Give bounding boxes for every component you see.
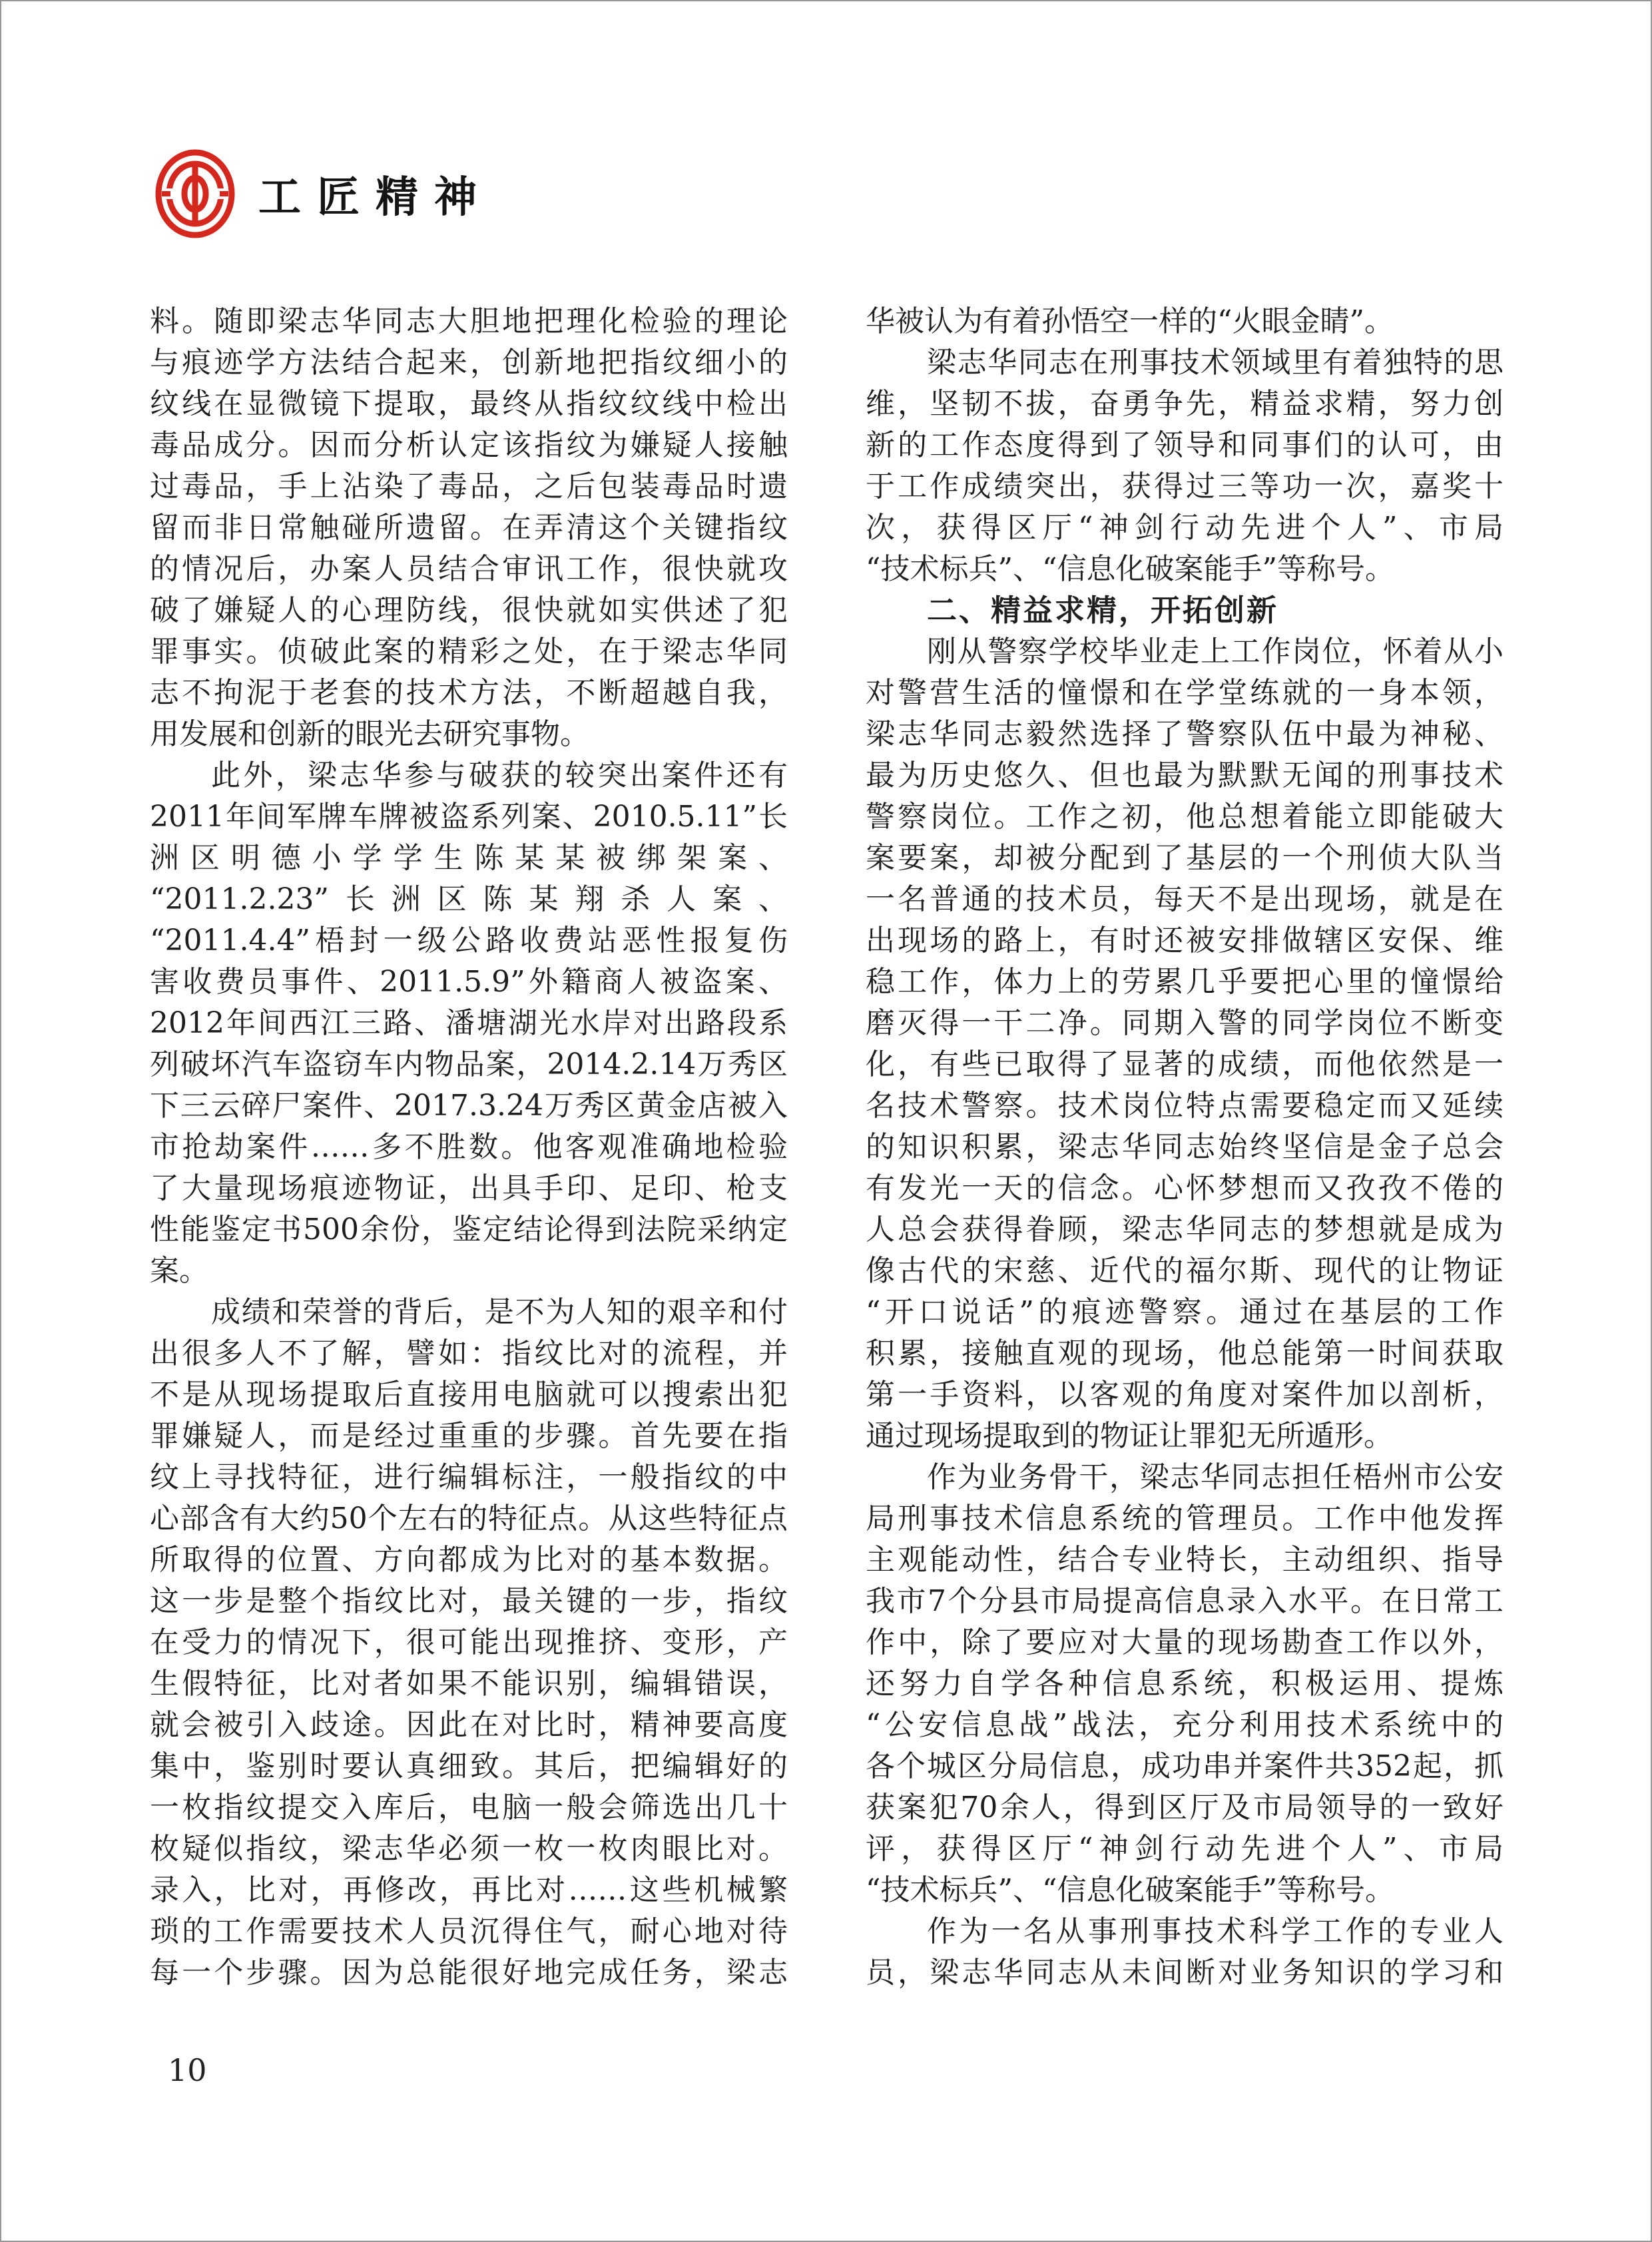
text-line: “技术标兵”、“信息化破案能手”等称号。 xyxy=(866,1873,1394,1907)
text-line: 这一步是整个指纹比对，最关键的一步，指纹 xyxy=(150,1584,788,1618)
text-line: 主观能动性，结合专业特长，主动组织、指导 xyxy=(866,1543,1504,1577)
text-line: 集中，鉴别时要认真细致。其后，把编辑好的 xyxy=(150,1749,788,1783)
text-line: 洲区明德小学学生陈某某被绑架案、 xyxy=(150,841,788,875)
text-line: 案。 xyxy=(150,1254,208,1288)
text-line: 留而非日常触碰所遗留。在弄清这个关键指纹 xyxy=(150,511,788,545)
text-line: “公安信息战”战法，充分利用技术系统中的 xyxy=(866,1708,1504,1742)
text-line: 梁志华同志毅然选择了警察队伍中最为神秘、 xyxy=(866,717,1504,751)
text-line: 了大量现场痕迹物证，出具手印、足印、枪支 xyxy=(150,1171,788,1205)
text-line: 于工作成绩突出，获得过三等功一次，嘉奖十 xyxy=(866,469,1504,503)
text-line: 通过现场提取到的物证让罪犯无所遁形。 xyxy=(866,1419,1393,1453)
text-line: 警察岗位。工作之初，他总想着能立即能破大 xyxy=(866,800,1504,834)
text-line: 枚疑似指纹，梁志华必须一枚一枚肉眼比对。 xyxy=(150,1832,788,1866)
text-line: 梁志华同志在刑事技术领域里有着独特的思 xyxy=(927,346,1504,380)
text-line: 不是从现场提取后直接用电脑就可以搜索出犯 xyxy=(150,1378,788,1412)
left-text-column xyxy=(150,301,788,1994)
text-line: 我市7个分县市局提高信息录入水平。在日常工 xyxy=(866,1584,1504,1618)
text-line: 作中，除了要应对大量的现场勘查工作以外， xyxy=(866,1625,1504,1659)
text-line: 华被认为有着孙悟空一样的“火眼金睛”。 xyxy=(866,304,1394,338)
trade-union-emblem-icon xyxy=(154,149,236,238)
text-line: 还努力自学各种信息系统，积极运用、提炼 xyxy=(866,1667,1504,1701)
page-number: 10 xyxy=(168,2052,207,2088)
text-line: 化，有些已取得了显著的成绩，而他依然是一 xyxy=(866,1047,1504,1081)
text-line: “开口说话”的痕迹警察。通过在基层的工作 xyxy=(866,1295,1504,1329)
text-line: 2011年间军牌车牌被盗系列案、2010.5.11”长 xyxy=(150,800,788,834)
text-line: 与痕迹学方法结合起来，创新地把指纹细小的 xyxy=(150,346,788,380)
right-text-column xyxy=(866,301,1504,1994)
text-line: 维，坚韧不拔，奋勇争先，精益求精，努力创 xyxy=(866,387,1504,421)
text-line: “2011.2.23”长洲区陈某翔杀人案、 xyxy=(150,882,788,916)
text-line: 罪事实。侦破此案的精彩之处，在于梁志华同 xyxy=(150,635,788,669)
text-line: 毒品成分。因而分析认定该指纹为嫌疑人接触 xyxy=(150,428,788,462)
text-line: 稳工作，体力上的劳累几乎要把心里的憧憬给 xyxy=(866,965,1504,999)
text-line: 列破坏汽车盗窃车内物品案，2014.2.14万秀区 xyxy=(150,1047,788,1081)
text-line: 作为一名从事刑事技术科学工作的专业人 xyxy=(927,1914,1504,1948)
text-line: 2012年间西江三路、潘塘湖光水岸对出路段系 xyxy=(150,1006,788,1040)
text-line: 下三云碎尸案件、2017.3.24万秀区黄金店被入 xyxy=(150,1089,788,1123)
text-line: 一枚指纹提交入库后，电脑一般会筛选出几十 xyxy=(150,1791,788,1824)
text-line: 出很多人不了解，譬如：指纹比对的流程，并 xyxy=(150,1336,788,1370)
text-line: 破了嫌疑人的心理防线，很快就如实供述了犯 xyxy=(150,593,788,627)
text-line: 人总会获得眷顾，梁志华同志的梦想就是成为 xyxy=(866,1213,1504,1247)
text-line: 积累，接触直观的现场，他总能第一时间获取 xyxy=(866,1336,1504,1370)
text-line: 每一个步骤。因为总能很好地完成任务，梁志 xyxy=(150,1956,788,1990)
text-line: 对警营生活的憧憬和在学堂练就的一身本领， xyxy=(866,676,1504,710)
text-line: 案要案，却被分配到了基层的一个刑侦大队当 xyxy=(866,841,1504,875)
text-line: 一名普通的技术员，每天不是出现场，就是在 xyxy=(866,882,1504,916)
text-line: 第一手资料，以客观的角度对案件加以剖析， xyxy=(866,1378,1504,1412)
text-line: 所取得的位置、方向都成为比对的基本数据。 xyxy=(150,1543,788,1577)
text-line: 性能鉴定书500余份，鉴定结论得到法院采纳定 xyxy=(150,1213,788,1247)
header-logo-block xyxy=(154,149,493,238)
text-line: 志不拘泥于老套的技术方法，不断超越自我， xyxy=(150,676,788,710)
text-line: 此外，梁志华参与破获的较突出案件还有 xyxy=(211,758,788,792)
text-line: 获案犯70余人，得到区厅及市局领导的一致好 xyxy=(866,1791,1504,1824)
text-line: 作为业务骨干，梁志华同志担任梧州市公安 xyxy=(927,1460,1504,1494)
text-line: 最为历史悠久、但也最为默默无闻的刑事技术 xyxy=(866,758,1504,792)
section-heading: 二、精益求精，开拓创新 xyxy=(927,593,1279,628)
text-line: 过毒品，手上沾染了毒品，之后包装毒品时遗 xyxy=(150,469,788,503)
text-line: 生假特征，比对者如果不能识别，编辑错误， xyxy=(150,1667,788,1701)
text-line: 纹上寻找特征，进行编辑标注，一般指纹的中 xyxy=(150,1460,788,1494)
text-line: 市抢劫案件……多不胜数。他客观准确地检验 xyxy=(150,1130,788,1164)
text-line: 琐的工作需要技术人员沉得住气，耐心地对待 xyxy=(150,1914,788,1948)
text-line: 料。随即梁志华同志大胆地把理化检验的理论 xyxy=(150,304,788,338)
text-line: “技术标兵”、“信息化破案能手”等称号。 xyxy=(866,552,1394,586)
text-line: 刚从警察学校毕业走上工作岗位，怀着从小 xyxy=(927,635,1504,669)
text-line: 的知识积累，梁志华同志始终坚信是金子总会 xyxy=(866,1130,1504,1164)
text-line: 罪嫌疑人，而是经过重重的步骤。首先要在指 xyxy=(150,1419,788,1453)
text-line: 出现场的路上，有时还被安排做辖区安保、维 xyxy=(866,924,1504,958)
text-line: 名技术警察。技术岗位特点需要稳定而又延续 xyxy=(866,1089,1504,1123)
text-line: 员，梁志华同志从未间断对业务知识的学习和 xyxy=(866,1956,1504,1990)
text-line: 有发光一天的信念。心怀梦想而又孜孜不倦的 xyxy=(866,1171,1504,1205)
text-line: 害收费员事件、2011.5.9”外籍商人被盗案、 xyxy=(150,965,788,999)
text-line: 各个城区分局信息，成功串并案件共352起，抓 xyxy=(866,1749,1504,1783)
text-line: 次，获得区厅“神剑行动先进个人”、市局 xyxy=(866,511,1504,545)
text-line: 新的工作态度得到了领导和同事们的认可，由 xyxy=(866,428,1504,462)
text-line: 的情况后，办案人员结合审讯工作，很快就攻 xyxy=(150,552,788,586)
text-line: 在受力的情况下，很可能出现推挤、变形，产 xyxy=(150,1625,788,1659)
text-line: 评，获得区厅“神剑行动先进个人”、市局 xyxy=(866,1832,1504,1866)
text-line: 成绩和荣誉的背后，是不为人知的艰辛和付 xyxy=(211,1295,788,1329)
text-line: 像古代的宋慈、近代的福尔斯、现代的让物证 xyxy=(866,1254,1504,1288)
text-line: 就会被引入歧途。因此在对比时，精神要高度 xyxy=(150,1708,788,1742)
text-line: 局刑事技术信息系统的管理员。工作中他发挥 xyxy=(866,1502,1504,1536)
text-line: 心部含有大约50个左右的特征点。从这些特征点 xyxy=(150,1502,788,1536)
text-line: 录入，比对，再修改，再比对……这些机械繁 xyxy=(150,1873,788,1907)
text-line: 用发展和创新的眼光去研究事物。 xyxy=(150,717,589,751)
text-line: 纹线在显微镜下提取，最终从指纹纹线中检出 xyxy=(150,387,788,421)
text-line: “2011.4.4”梧封一级公路收费站恶性报复伤 xyxy=(150,924,788,958)
text-line: 磨灭得一干二净。同期入警的同学岗位不断变 xyxy=(866,1006,1504,1040)
brand-title: 工匠精神 xyxy=(258,172,493,222)
